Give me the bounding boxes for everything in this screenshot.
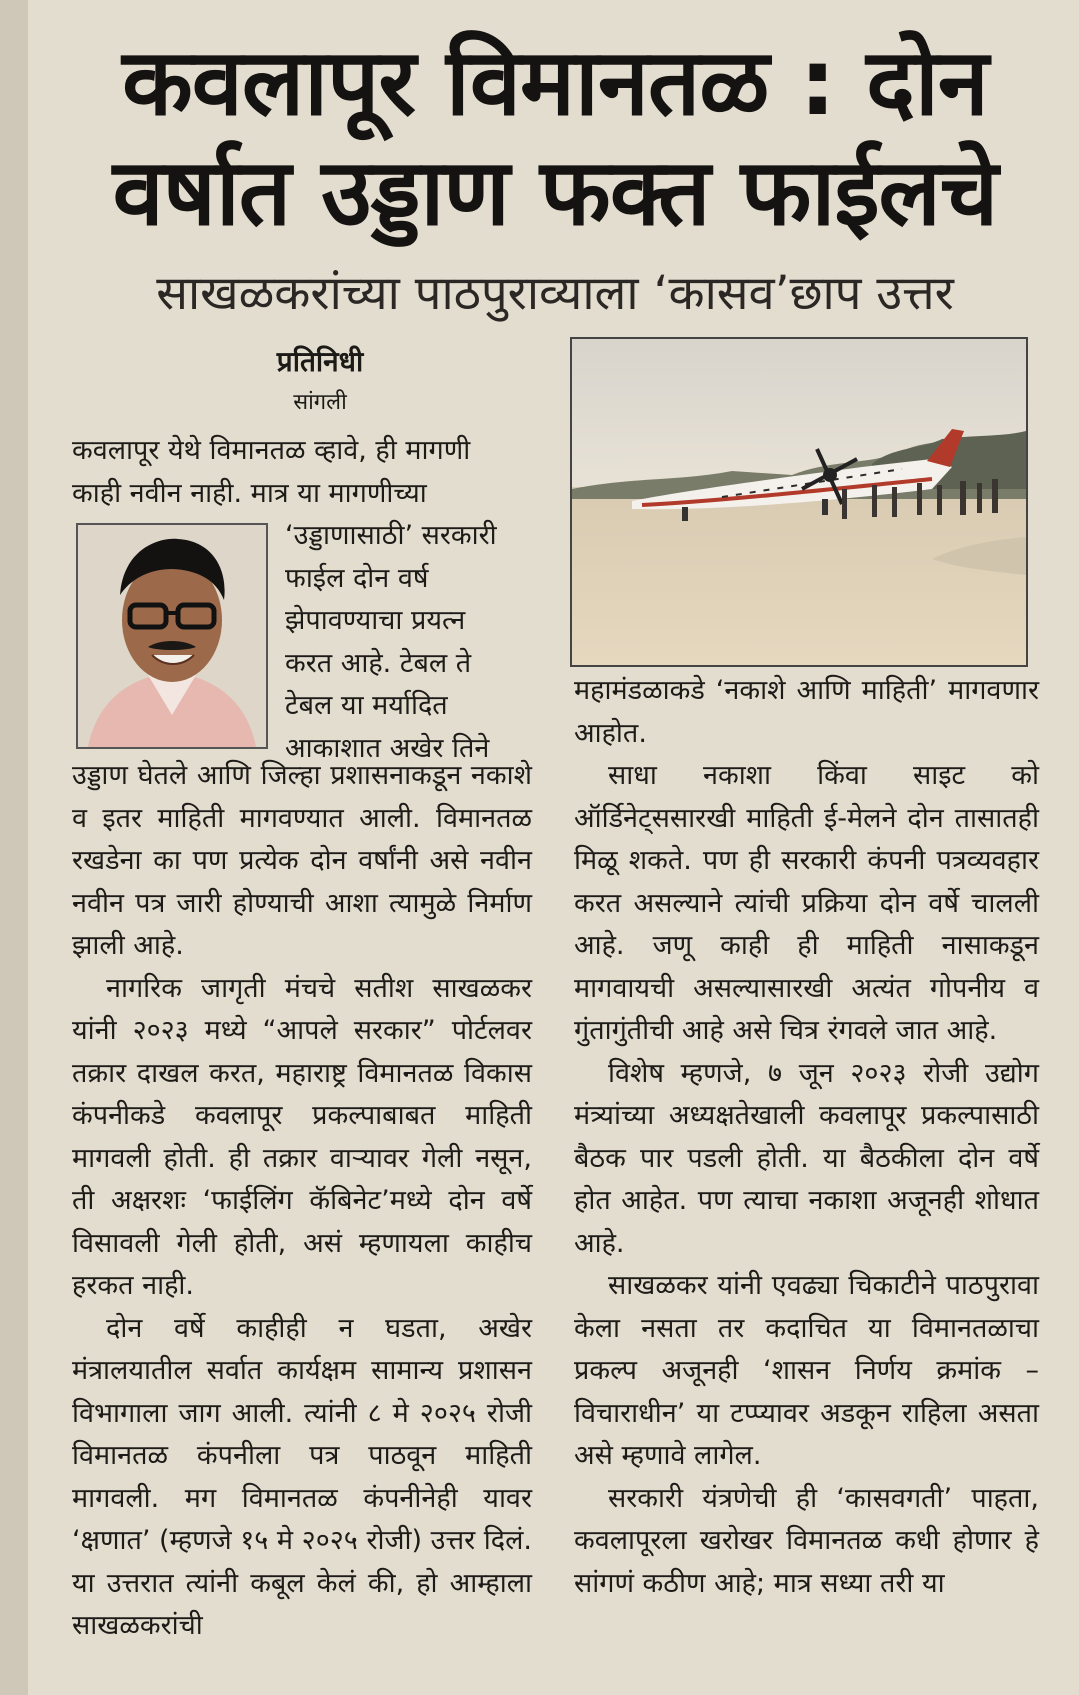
paragraph: नागरिक जागृती मंचचे सतीश साखळकर यांनी २०२३ मध्ये “आपले सरकार” पोर्टलवर तक्रार दाखल करत, महाराष्ट्र विमानतळ विकास कंपनीकडे कवलापूर प्रकल्पाबाबत माहिती मागवली होती. ही तक्रार वाऱ्यावर गेली नसून, ती अक्षरशः ‘फाईलिंग कॅबिनेट’मध्ये दोन वर्षे विसावली गेली होती, असं म्हणायला काहीच हरकत नाही. — [72, 972, 532, 1301]
paragraph: उड्डाण घेतले आणि जिल्हा प्रशासनाकडून नकाशे व इतर माहिती मागवण्यात आली. विमानतळ रखडेना का पण प्रत्येक दोन वर्षांनी असे नवीन नवीन पत्र जारी होण्याची आशा त्यामुळे निर्माण झाली आहे. — [72, 760, 532, 961]
paragraph: साखळकर यांनी एवढ्या चिकाटीने पाठपुरावा केला नसता तर कदाचित या विमानतळाचा प्रकल्प अजूनही ‘शासन निर्णय क्रमांक – विचाराधीन’ या टप्प्यावर अडकून राहिला असता असे म्हणावे लागेल. — [574, 1270, 1039, 1471]
paragraph: सरकारी यंत्रणेची ही ‘कासवगती’ पाहता, कवलापूरला खरोखर विमानतळ कधी होणार हे सांगणं कठीण आहे; मात्र सध्या तरी या — [574, 1482, 1039, 1599]
airport-photo — [570, 337, 1028, 667]
headline — [90, 28, 1020, 248]
paragraph: साधा नकाशा किंवा साइट को ऑर्डिनेट्ससारखी माहिती ई-मेलने दोन तासातही मिळू शकते. पण ही सरकारी कंपनी पत्रव्यवहार करत असल्याने त्यांची प्रक्रिया दोन वर्षे चालली आहे. जणू काही ही माहिती नासाकडून मागवायची असल्यासारखी अत्यंत गोपनीय व गुंतागुंतीची आहे असे चित्र रंगवले जात आहे. — [574, 760, 1039, 1046]
subheadline: साखळकरांच्या पाठपुराव्याला ‘कासव’छाप उत्तर — [156, 266, 954, 321]
left-column-body — [72, 755, 532, 1648]
headline-line-1: कवलापूर विमानतळ : दोन — [122, 29, 988, 136]
paragraph: महामंडळाकडे ‘नकाशे आणि माहिती’ मागवणार आहोत. — [574, 675, 1039, 749]
portrait-illustration — [78, 525, 266, 747]
text-line: झेपावण्याचा प्रयत्न — [285, 605, 466, 636]
byline-name: प्रतिनिधी — [276, 345, 364, 378]
text-line: कवलापूर येथे विमानतळ व्हावे, ही मागणी — [72, 435, 471, 466]
text-line: ‘उड्डाणासाठी’ सरकारी — [285, 520, 497, 551]
byline-place: सांगली — [293, 390, 347, 415]
right-column-body — [574, 670, 1039, 1605]
text-line: काही नवीन नाही. मात्र या मागणीच्या — [72, 477, 427, 509]
paragraph: विशेष म्हणजे, ७ जून २०२३ रोजी उद्योग मंत्र्यांच्या अध्यक्षतेखाली कवलापूर प्रकल्पासाठी बैठक पार पडली होती. या बैठकीला दोन वर्षे होत आहेत. पण त्याचा नकाशा अजूनही शोधात आहे. — [574, 1057, 1039, 1259]
headline-line-2: वर्षात उड्डाण फक्त फाईलचे — [112, 139, 998, 246]
text-line: करत आहे. टेबल ते — [285, 647, 472, 679]
text-line: फाईल दोन वर्ष — [285, 562, 429, 594]
portrait-photo — [76, 523, 268, 749]
text-line: टेबल या मर्यादित — [285, 690, 448, 721]
airplane-illustration — [572, 339, 1026, 665]
left-column-wrap-text — [285, 515, 532, 770]
left-column-intro — [72, 430, 532, 515]
paragraph: दोन वर्षे काहीही न घडता, अखेर मंत्रालयातील सर्वात कार्यक्षम सामान्य प्रशासन विभागाला जाग आली. त्यांनी ८ मे २०२५ रोजी विमानतळ कंपनीला पत्र पाठवून माहिती मागवली. मग विमानतळ कंपनीनेही यावर ‘क्षणात’ (म्हणजे १५ मे २०२५ रोजी) उत्तर दिलं. या उत्तरात त्यांनी कबूल केलं की, हो आम्हाला साखळकरांची — [72, 1312, 532, 1641]
page-edge — [0, 0, 28, 1695]
text-line: आकाशात अखेर तिने — [285, 732, 490, 764]
